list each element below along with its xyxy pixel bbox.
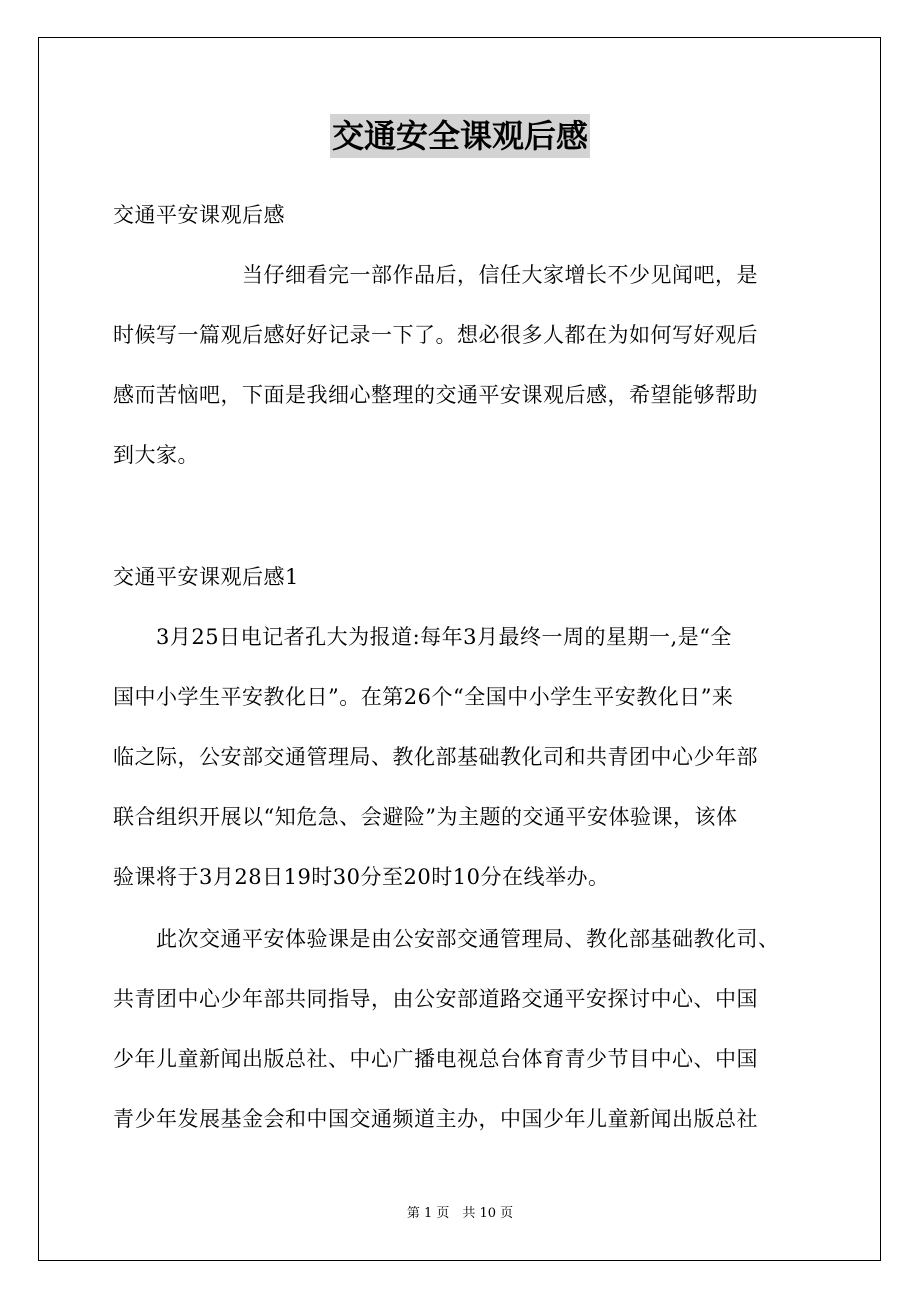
paragraph-line: 共青团中心少年部共同指导，由公安部道路交通平安探讨中心、中国 [113,987,758,1011]
paragraph-line: 当仔细看完一部作品后，信任大家增长不少见闻吧，是 [113,263,758,287]
paragraph-line: 青少年发展基金会和中国交通频道主办，中国少年儿童新闻出版总社 [113,1107,758,1131]
paragraph-line: 此次交通平安体验课是由公安部交通管理局、教化部基础教化司、 [113,927,780,951]
page-number-footer: 第 1 页 共 10 页 [406,1206,514,1221]
paragraph-line: 联合组织开展以“知危急、会避险”为主题的交通平安体验课，该体 [113,805,738,829]
paragraph-line: 少年儿童新闻出版总社、中心广播电视总台体育青少节目中心、中国 [113,1047,758,1071]
paragraph-line: 国中小学生平安教化日”。在第26个“全国中小学生平安教化日”来 [113,685,734,709]
subtitle-line: 交通平安课观后感 [113,203,285,227]
title-container [0,114,920,158]
paragraph-line: 临之际，公安部交通管理局、教化部基础教化司和共青团中心少年部 [113,745,758,769]
section-heading: 交通平安课观后感1 [113,565,299,589]
paragraph-line: 时候写一篇观后感好好记录一下了。想必很多人都在为如何写好观后 [113,323,758,347]
paragraph-line: 3月25日电记者孔大为报道:每年3月最终一周的星期一,是“全 [113,625,732,649]
paragraph-line: 感而苦恼吧，下面是我细心整理的交通平安课观后感，希望能够帮助 [113,383,758,407]
paragraph-line: 验课将于3月28日19时30分至20时10分在线举办。 [113,865,610,889]
document-title: 交通安全课观后感 [330,114,590,158]
paragraph-line: 到大家。 [113,443,199,467]
